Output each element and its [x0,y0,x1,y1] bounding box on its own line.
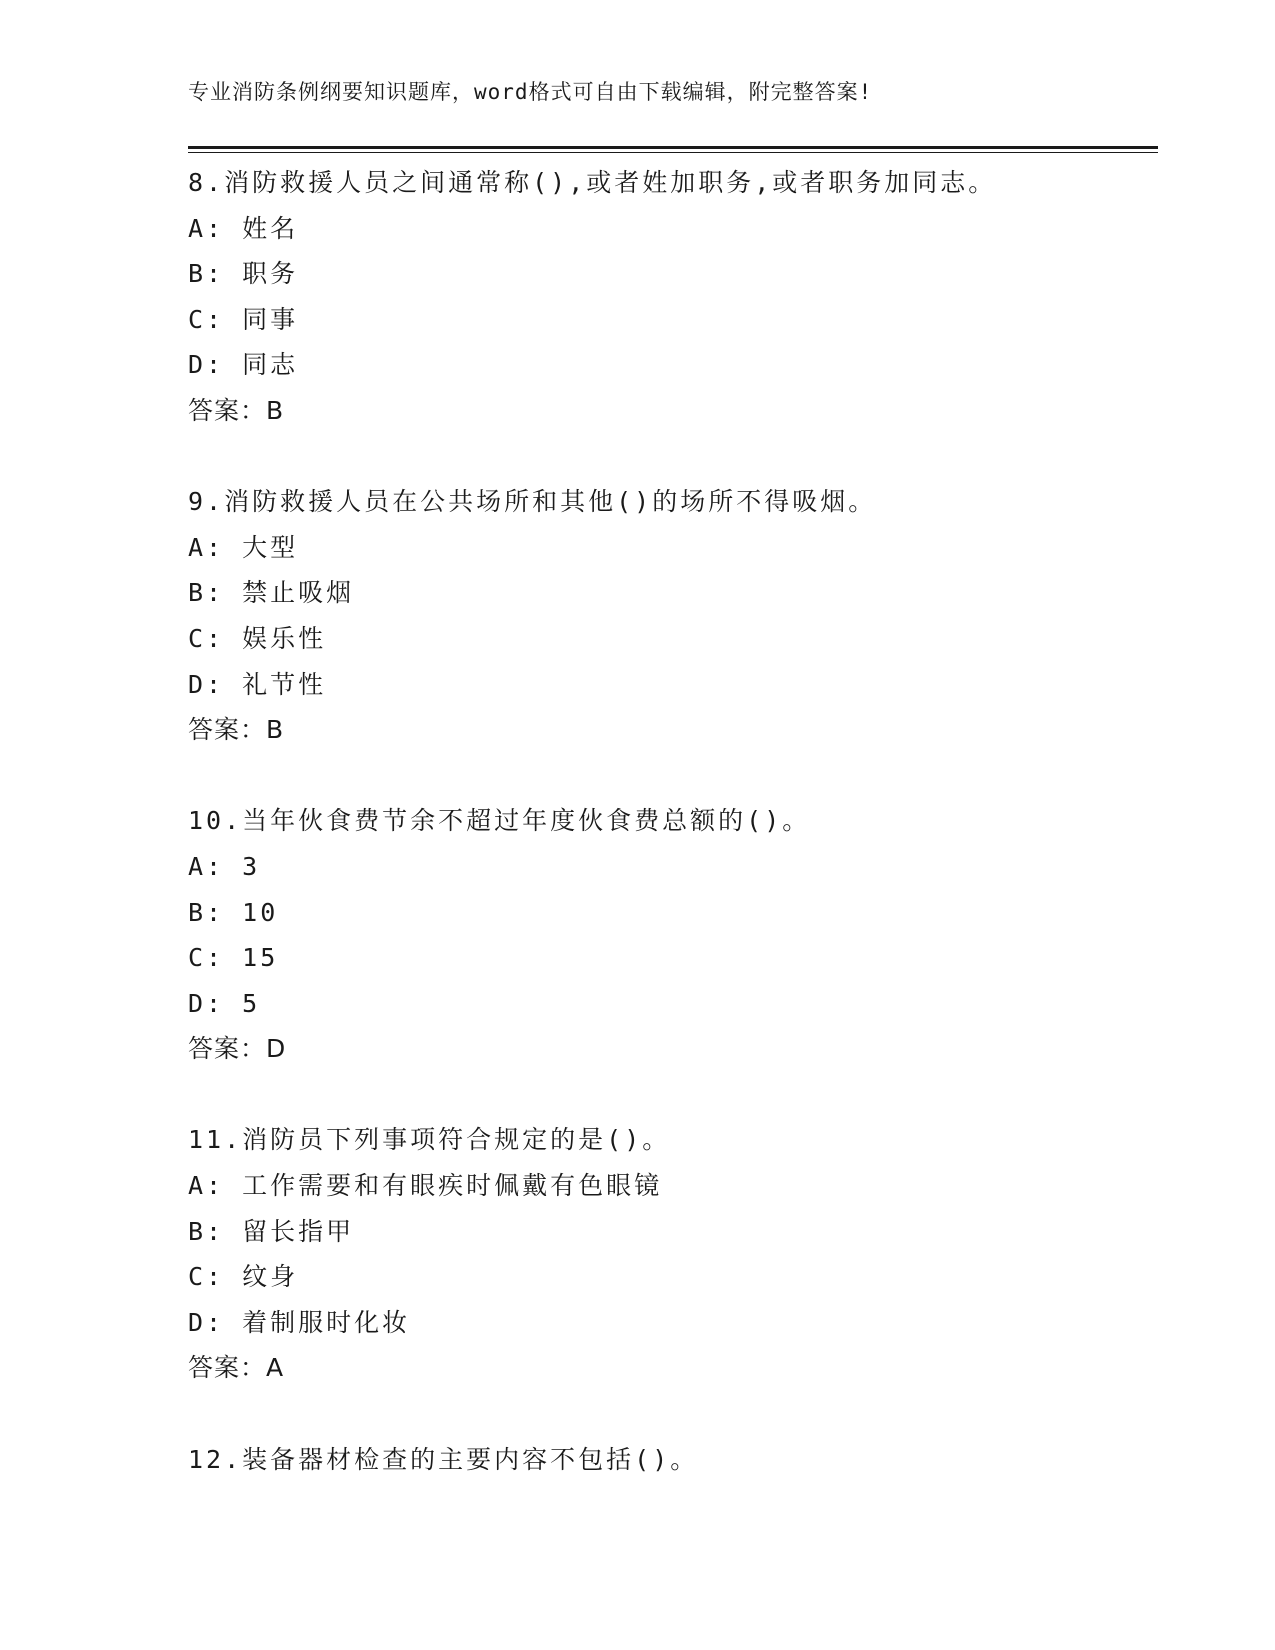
question-stem: 11.消防员下列事项符合规定的是()。 [188,1125,671,1155]
option-a: A: 3 [188,851,261,881]
question-block [188,798,1158,1072]
option-d: D: 同志 [188,350,299,380]
question-stem: 8.消防救援人员之间通常称(),或者姓加职务,或者职务加同志。 [188,168,997,197]
question-spacer [188,1072,1158,1118]
option-c: C: 同事 [188,304,299,334]
question-block [188,479,1158,753]
option-c: C: 15 [188,943,279,973]
option-b: B: 禁止吸烟 [188,578,355,608]
answer-line: 答案：B [188,395,285,425]
option-c: C: 娱乐性 [188,623,327,653]
option-b: B: 10 [188,897,279,927]
answer-line: 答案：A [188,1353,285,1383]
question-spacer [188,434,1158,480]
option-a: A: 姓名 [188,213,299,243]
question-spacer [188,753,1158,799]
option-a: A: 工作需要和有眼疾时佩戴有色眼镜 [188,1171,663,1201]
answer-line: 答案：D [188,1034,287,1064]
question-block [188,1437,1158,1483]
page-header: 专业消防条例纲要知识题库，word格式可自由下载编辑，附完整答案! [188,80,873,104]
question-block [188,1117,1158,1391]
option-d: D: 着制服时化妆 [188,1307,411,1337]
header-rule-thick [188,146,1158,149]
header-rule-thin [188,152,1158,153]
option-a: A: 大型 [188,532,299,562]
option-b: B: 留长指甲 [188,1216,355,1246]
option-c: C: 纹身 [188,1262,299,1292]
question-list [188,160,1158,1482]
question-block [188,160,1158,434]
question-stem: 9.消防救援人员在公共场所和其他()的场所不得吸烟。 [188,487,877,517]
answer-line: 答案：B [188,715,285,745]
question-stem: 12.装备器材检查的主要内容不包括()。 [188,1444,699,1474]
option-d: D: 5 [188,988,261,1018]
question-spacer [188,1391,1158,1437]
option-d: D: 礼节性 [188,669,327,699]
option-b: B: 职务 [188,259,299,289]
question-stem: 10.当年伙食费节余不超过年度伙食费总额的()。 [188,806,811,836]
